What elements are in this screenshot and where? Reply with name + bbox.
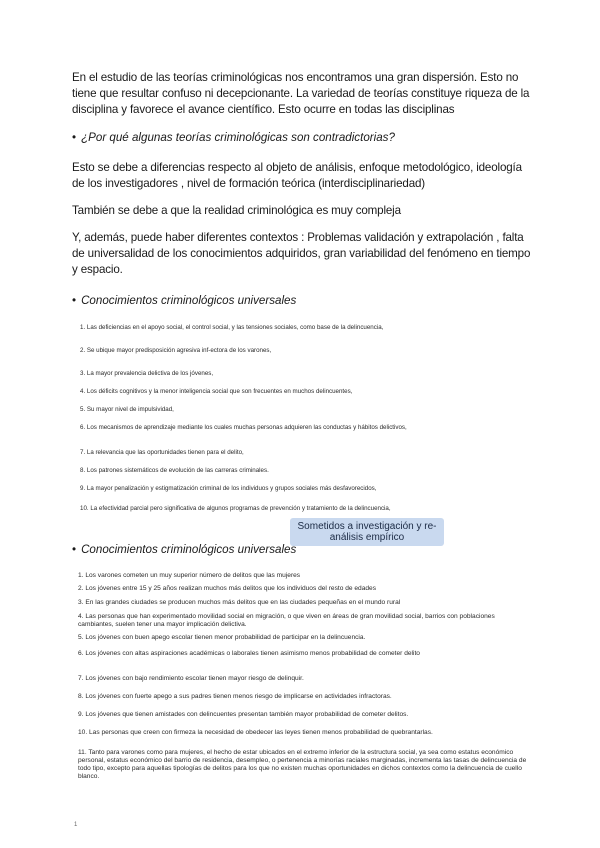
bullet-icon: • (72, 543, 77, 556)
research-badge: Sometidos a investigación y re-análisis empírico (290, 518, 444, 546)
answer-paragraph-1: Esto se debe a diferencias respecto al objeto de análisis, enfoque metodológico, ideología de los investigadores , nivel de formación teórica (interdisciplinariedad) (72, 161, 522, 190)
list-2-item: 9. Los jóvenes que tienen amistades con delincuentes presentan también mayor probabilidad de cometer delitos. (78, 711, 409, 718)
section-1-heading (72, 293, 296, 309)
list-2-item: 3. En las grandes ciudades se producen muchos más delitos que en las ciudades pequeñas en el mundo rural (78, 599, 401, 606)
list-1-item: 5. Su mayor nivel de impulsividad, (80, 406, 174, 413)
list-2-item: 8. Los jóvenes con fuerte apego a sus padres tienen menos riesgo de implicarse en actividades infractoras. (78, 693, 392, 700)
list-1-item: 10. La efectividad parcial pero significativa de algunos programas de prevención y tratamiento de la delincuencia, (80, 505, 391, 512)
section-2-title: Conocimientos criminológicos universales (81, 543, 297, 556)
bullet-icon: • (72, 131, 77, 144)
list-1-item: 9. La mayor penalización y estigmatización criminal de los individuos y grupos sociales más desfavorecidos, (80, 485, 377, 492)
page-mark: 1 (74, 822, 78, 828)
list-2-item: 10. Las personas que creen con firmeza la necesidad de obedecer las leyes tienen menos probabilidad de quebrantarlas. (78, 729, 433, 736)
list-1-item: 7. La relevancia que las oportunidades tienen para el delito, (80, 449, 244, 456)
answer-paragraph-2: También se debe a que la realidad criminológica es muy compleja (72, 204, 401, 217)
list-2-item: 2. Los jóvenes entre 15 y 25 años realizan muchos más delitos que los individuos del resto de edades (78, 585, 377, 592)
list-1-item: 4. Los déficits cognitivos y la menor inteligencia social que son frecuentes en muchos delincuentes, (80, 388, 353, 395)
question-text: ¿Por qué algunas teorías criminológicas son contradictorias? (81, 131, 395, 144)
bullet-icon: • (72, 294, 77, 307)
list-2-item: 4. Las personas que han experimentado movilidad social en migración, o que viven en áreas de gran movilidad social, barrios con poblaciones cambiantes, suelen tener una mayor implicación delictiva. (78, 613, 495, 628)
list-2-item: 5. Los jóvenes con buen apego escolar tienen menor probabilidad de participar en la delincuencia. (78, 634, 366, 641)
section-2-heading (72, 542, 296, 558)
list-2-item: 1. Los varones cometen un muy superior número de delitos que las mujeres (78, 572, 301, 579)
list-1-item: 2. Se ubique mayor predisposición agresiva inf-ectora de los varones, (80, 347, 272, 354)
list-1-item: 6. Los mecanismos de aprendizaje mediante los cuales muchas personas adquieren las conductas y hábitos delictivos, (80, 424, 407, 431)
section-1-title: Conocimientos criminológicos universales (81, 294, 297, 307)
list-1-item: 1. Las deficiencias en el apoyo social, el control social, y las tensiones sociales, como base de la delincuencia, (80, 324, 384, 331)
intro-paragraph: En el estudio de las teorías criminológicas nos encontramos una gran dispersión. Esto no tiene que resultar confuso ni decepcionante. La variedad de teorías constituye riqueza de la disciplina y favorece el avance científico. Esto ocurre en todas las disciplinas (72, 71, 530, 116)
answer-paragraph-3: Y, además, puede haber diferentes contextos : Problemas validación y extrapolación , falta de universalidad de los conocimientos adquiridos, gran variabilidad del fenómeno en tiempo y espacio. (72, 231, 531, 276)
list-2-item: 11. Tanto para varones como para mujeres, el hecho de estar ubicados en el extremo inferior de la estructura social, ya sea como estatus económico personal, estatus económico del barrio de residencia, desempleo, o pertenencia a minorías raciales marginadas, incrementa las tasas de delincuencia de todo tipo, excepto para aquellas tipologías de delitos para los que no existen muchas oportunidades en dichos contextos como la delincuencia de cuello blanco. (78, 749, 527, 780)
question-bullet (72, 130, 395, 146)
list-1-item: 8. Los patrones sistemáticos de evolución de las carreras criminales. (80, 467, 269, 474)
list-2-item: 6. Los jóvenes con altas aspiraciones académicas o laborales tienen asimismo menos probabilidad de cometer delito (78, 650, 420, 657)
list-1-item: 3. La mayor prevalencia delictiva de los jóvenes, (80, 370, 214, 377)
list-2-item: 7. Los jóvenes con bajo rendimiento escolar tienen mayor riesgo de delinquir. (78, 675, 304, 682)
